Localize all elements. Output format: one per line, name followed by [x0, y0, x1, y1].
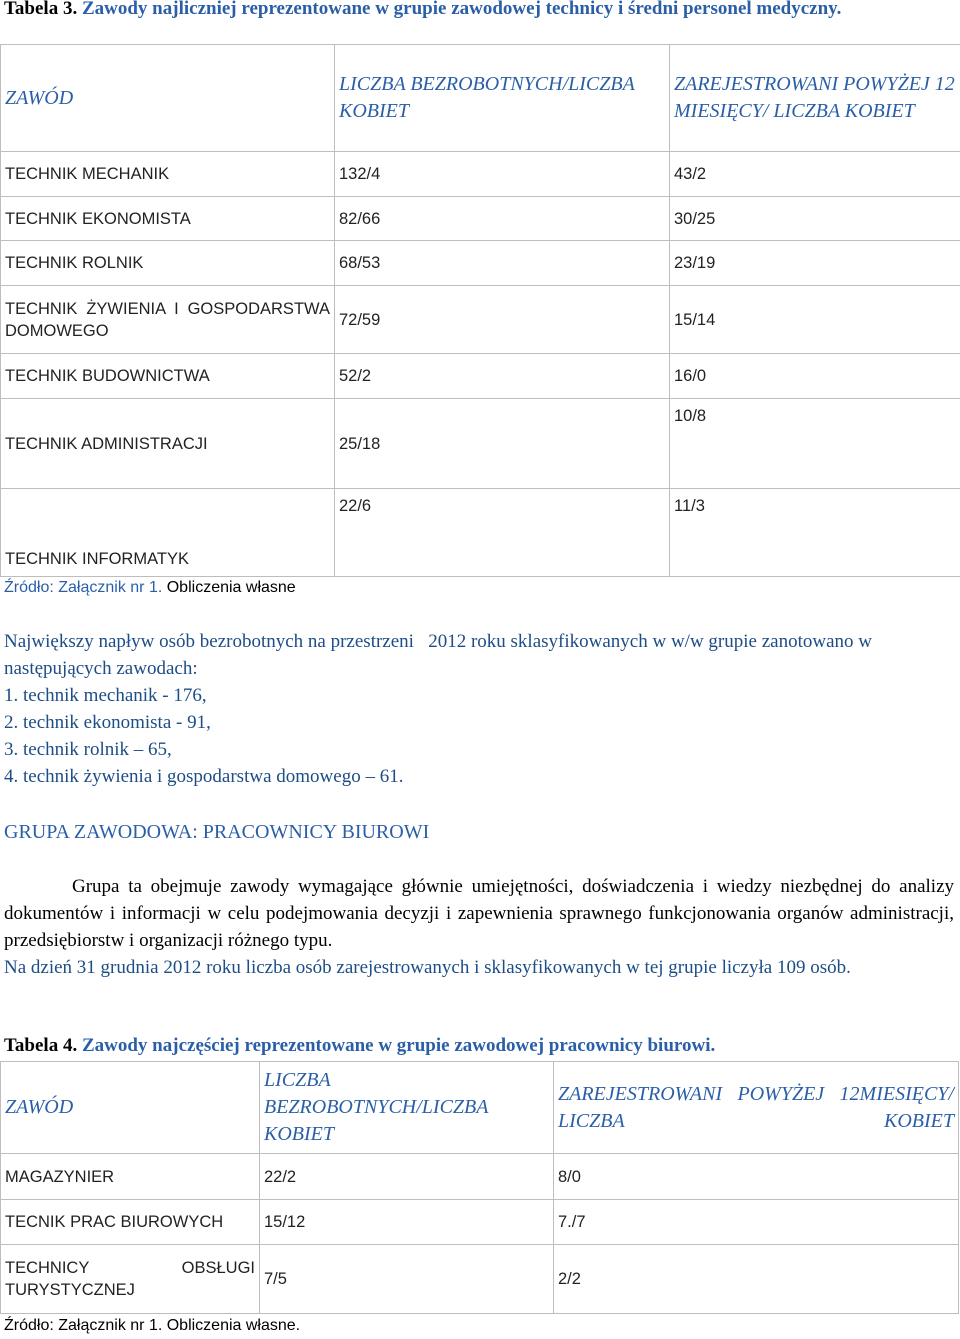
table3-caption	[4, 0, 954, 21]
occupation-cell: TECHNIK ROLNIK	[1, 241, 335, 286]
table3-caption-text: Zawody najliczniej reprezentowane w grupie zawodowej technicy i średni personel medyczny.	[81, 0, 842, 19]
table4	[0, 1061, 959, 1314]
table3-source-lead: Źródło: Załącznik nr 1.	[4, 579, 163, 596]
occupation-cell: TECHNICY OBSŁUGI TURYSTYCZNEJ	[1, 1245, 260, 1314]
table-row	[1, 399, 960, 489]
table-row	[1, 241, 960, 286]
table-row	[1, 152, 960, 197]
table-row	[1, 489, 960, 577]
group-heading: GRUPA ZAWODOWA: PRACOWNICY BIUROWI	[4, 821, 430, 843]
table4-header-unemployed: LICZBA BEZROBOTNYCH/LICZBA KOBIET	[260, 1062, 554, 1154]
table4-header-row	[1, 1062, 959, 1154]
table-row	[1, 1245, 959, 1314]
occupation-cell: TECHNIK ADMINISTRACJI	[1, 399, 335, 489]
occupation-cell: TECHNIK INFORMATYK	[1, 489, 335, 577]
long-term-cell: 23/19	[670, 241, 960, 286]
long-term-cell: 7./7	[554, 1200, 959, 1245]
table4-header-occupation: ZAWÓD	[1, 1062, 260, 1154]
long-term-cell: 8/0	[554, 1154, 959, 1200]
long-term-cell: 2/2	[554, 1245, 959, 1314]
inflow-section	[4, 628, 954, 790]
table3-source-rest: Obliczenia własne	[166, 579, 296, 596]
list-item: 3. technik rolnik – 65,	[4, 739, 172, 760]
table4-header-long-term: ZAREJESTROWANI POWYŻEJ 12MIESIĘCY/ LICZBA KOBIET	[554, 1062, 959, 1154]
unemployed-cell: 22/2	[260, 1154, 554, 1200]
occupation-cell: TECNIK PRAC BIUROWYCH	[1, 1200, 260, 1245]
list-item: 2. technik ekonomista - 91,	[4, 712, 211, 733]
occupation-cell: TECHNIK EKONOMISTA	[1, 197, 335, 241]
table4-caption-lead: Tabela 4.	[4, 1035, 78, 1056]
occupation-cell: MAGAZYNIER	[1, 1154, 260, 1200]
table3-header-unemployed: LICZBA BEZROBOTNYCH/LICZBA KOBIET	[335, 45, 670, 152]
long-term-cell: 15/14	[670, 286, 960, 354]
unemployed-cell: 25/18	[335, 399, 670, 489]
table-row	[1, 1154, 959, 1200]
unemployed-cell: 52/2	[335, 354, 670, 399]
inflow-intro	[4, 628, 954, 682]
long-term-cell: 43/2	[670, 152, 960, 197]
table3-caption-lead: Tabela 3.	[4, 0, 78, 19]
table3-header-row	[1, 45, 960, 152]
unemployed-cell: 132/4	[335, 152, 670, 197]
table3-header-long-term: ZAREJESTROWANI POWYŻEJ 12 MIESIĘCY/ LICZBA KOBIET	[670, 45, 960, 152]
unemployed-cell: 68/53	[335, 241, 670, 286]
table4-caption-text: Zawody najczęściej reprezentowane w grupie zawodowej pracownicy biurowi.	[81, 1035, 716, 1056]
group-paragraph-1-text: Grupa ta obejmuje zawody wymagające głównie umiejętności, doświadczenia i wiedzy niezbędnej do analizy dokumentów i informacji w celu podejmowania decyzji i zapewnienia sprawnego funkcjonowania organów administracji, przedsiębiorstw i organizacji różnego typu.	[4, 876, 954, 951]
long-term-cell: 11/3	[670, 489, 960, 577]
group-description	[4, 873, 954, 981]
list-item: 4. technik żywienia i gospodarstwa domowego – 61.	[4, 766, 404, 787]
long-term-cell: 30/25	[670, 197, 960, 241]
list-item: 1. technik mechanik - 176,	[4, 685, 207, 706]
group-paragraph-2: Na dzień 31 grudnia 2012 roku liczba osób zarejestrowanych i sklasyfikowanych w tej grupie liczyła 109 osób.	[4, 957, 851, 978]
long-term-cell: 10/8	[670, 399, 960, 489]
occupation-cell: TECHNIK ŻYWIENIA I GOSPODARSTWA DOMOWEGO	[1, 286, 335, 354]
group-paragraph-1	[4, 873, 954, 954]
table3-source	[4, 578, 296, 598]
table3	[0, 44, 960, 577]
table4-source: Źródło: Załącznik nr 1. Obliczenia własne.	[4, 1317, 301, 1334]
inflow-intro-part2: 2012 roku sklasyfikowanych w w/w grupie zanotowano w następujących zawodach:	[4, 631, 872, 679]
inflow-intro-part1: Największy napływ osób bezrobotnych na przestrzeni	[4, 631, 414, 652]
unemployed-cell: 22/6	[335, 489, 670, 577]
unemployed-cell: 7/5	[260, 1245, 554, 1314]
unemployed-cell: 72/59	[335, 286, 670, 354]
table-row	[1, 354, 960, 399]
long-term-cell: 16/0	[670, 354, 960, 399]
table-row	[1, 1200, 959, 1245]
table3-header-occupation: ZAWÓD	[1, 45, 335, 152]
unemployed-cell: 15/12	[260, 1200, 554, 1245]
table-row	[1, 286, 960, 354]
table4-caption	[4, 1034, 954, 1058]
occupation-cell: TECHNIK MECHANIK	[1, 152, 335, 197]
occupation-cell: TECHNIK BUDOWNICTWA	[1, 354, 335, 399]
table-row	[1, 197, 960, 241]
unemployed-cell: 82/66	[335, 197, 670, 241]
